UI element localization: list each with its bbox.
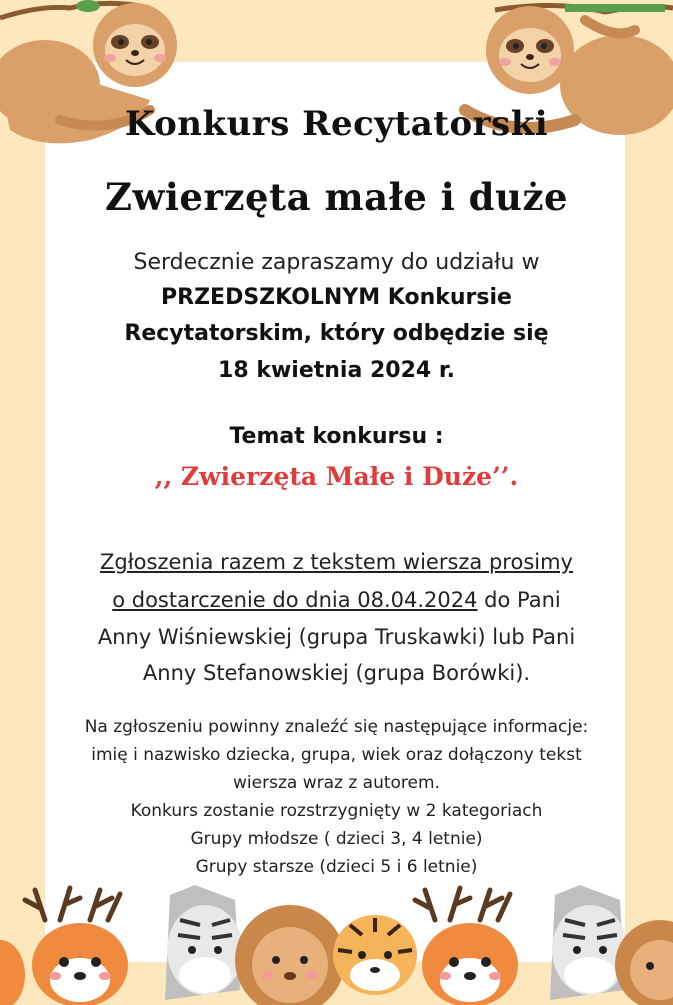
submission-deadline: o dostarczenie do dnia 08.04.2024 bbox=[112, 588, 478, 612]
submission-line-4: Anny Stefanowskiej (grupa Borówki). bbox=[142, 661, 531, 685]
invite-line-3: Recytatorskim, który odbędzie się bbox=[124, 321, 549, 346]
poster-title: Konkurs Recytatorski bbox=[124, 104, 549, 144]
submission-line-2 bbox=[0, 588, 673, 612]
invite-line-4: 18 kwietnia 2024 r. bbox=[218, 358, 455, 383]
theme-value: ,, Zwierzęta Małe i Duże’’. bbox=[154, 462, 519, 491]
submission-line-2-rest: do Pani bbox=[477, 588, 561, 612]
info-line-2: imię i nazwisko dziecka, grupa, wiek oraz dołączony tekst bbox=[91, 745, 582, 765]
invite-line-1: Serdecznie zapraszamy do udziału w bbox=[133, 250, 540, 275]
info-line-6: Grupy starsze (dzieci 5 i 6 letnie) bbox=[195, 857, 478, 877]
info-line-5: Grupy młodsze ( dzieci 3, 4 letnie) bbox=[190, 829, 483, 849]
invite-line-2: PRZEDSZKOLNYM Konkursie bbox=[161, 285, 512, 310]
info-line-4: Konkurs zostanie rozstrzygnięty w 2 kategoriach bbox=[130, 801, 543, 821]
info-line-3: wiersza wraz z autorem. bbox=[233, 773, 440, 793]
submission-line-3: Anny Wiśniewskiej (grupa Truskawki) lub Pani bbox=[97, 625, 576, 649]
info-line-1: Na zgłoszeniu powinny znaleźć się następujące informacje: bbox=[84, 717, 589, 737]
poster-subtitle: Zwierzęta małe i duże bbox=[105, 175, 568, 219]
submission-line-1: Zgłoszenia razem z tekstem wiersza prosimy bbox=[99, 550, 573, 574]
theme-label: Temat konkursu : bbox=[229, 424, 444, 449]
